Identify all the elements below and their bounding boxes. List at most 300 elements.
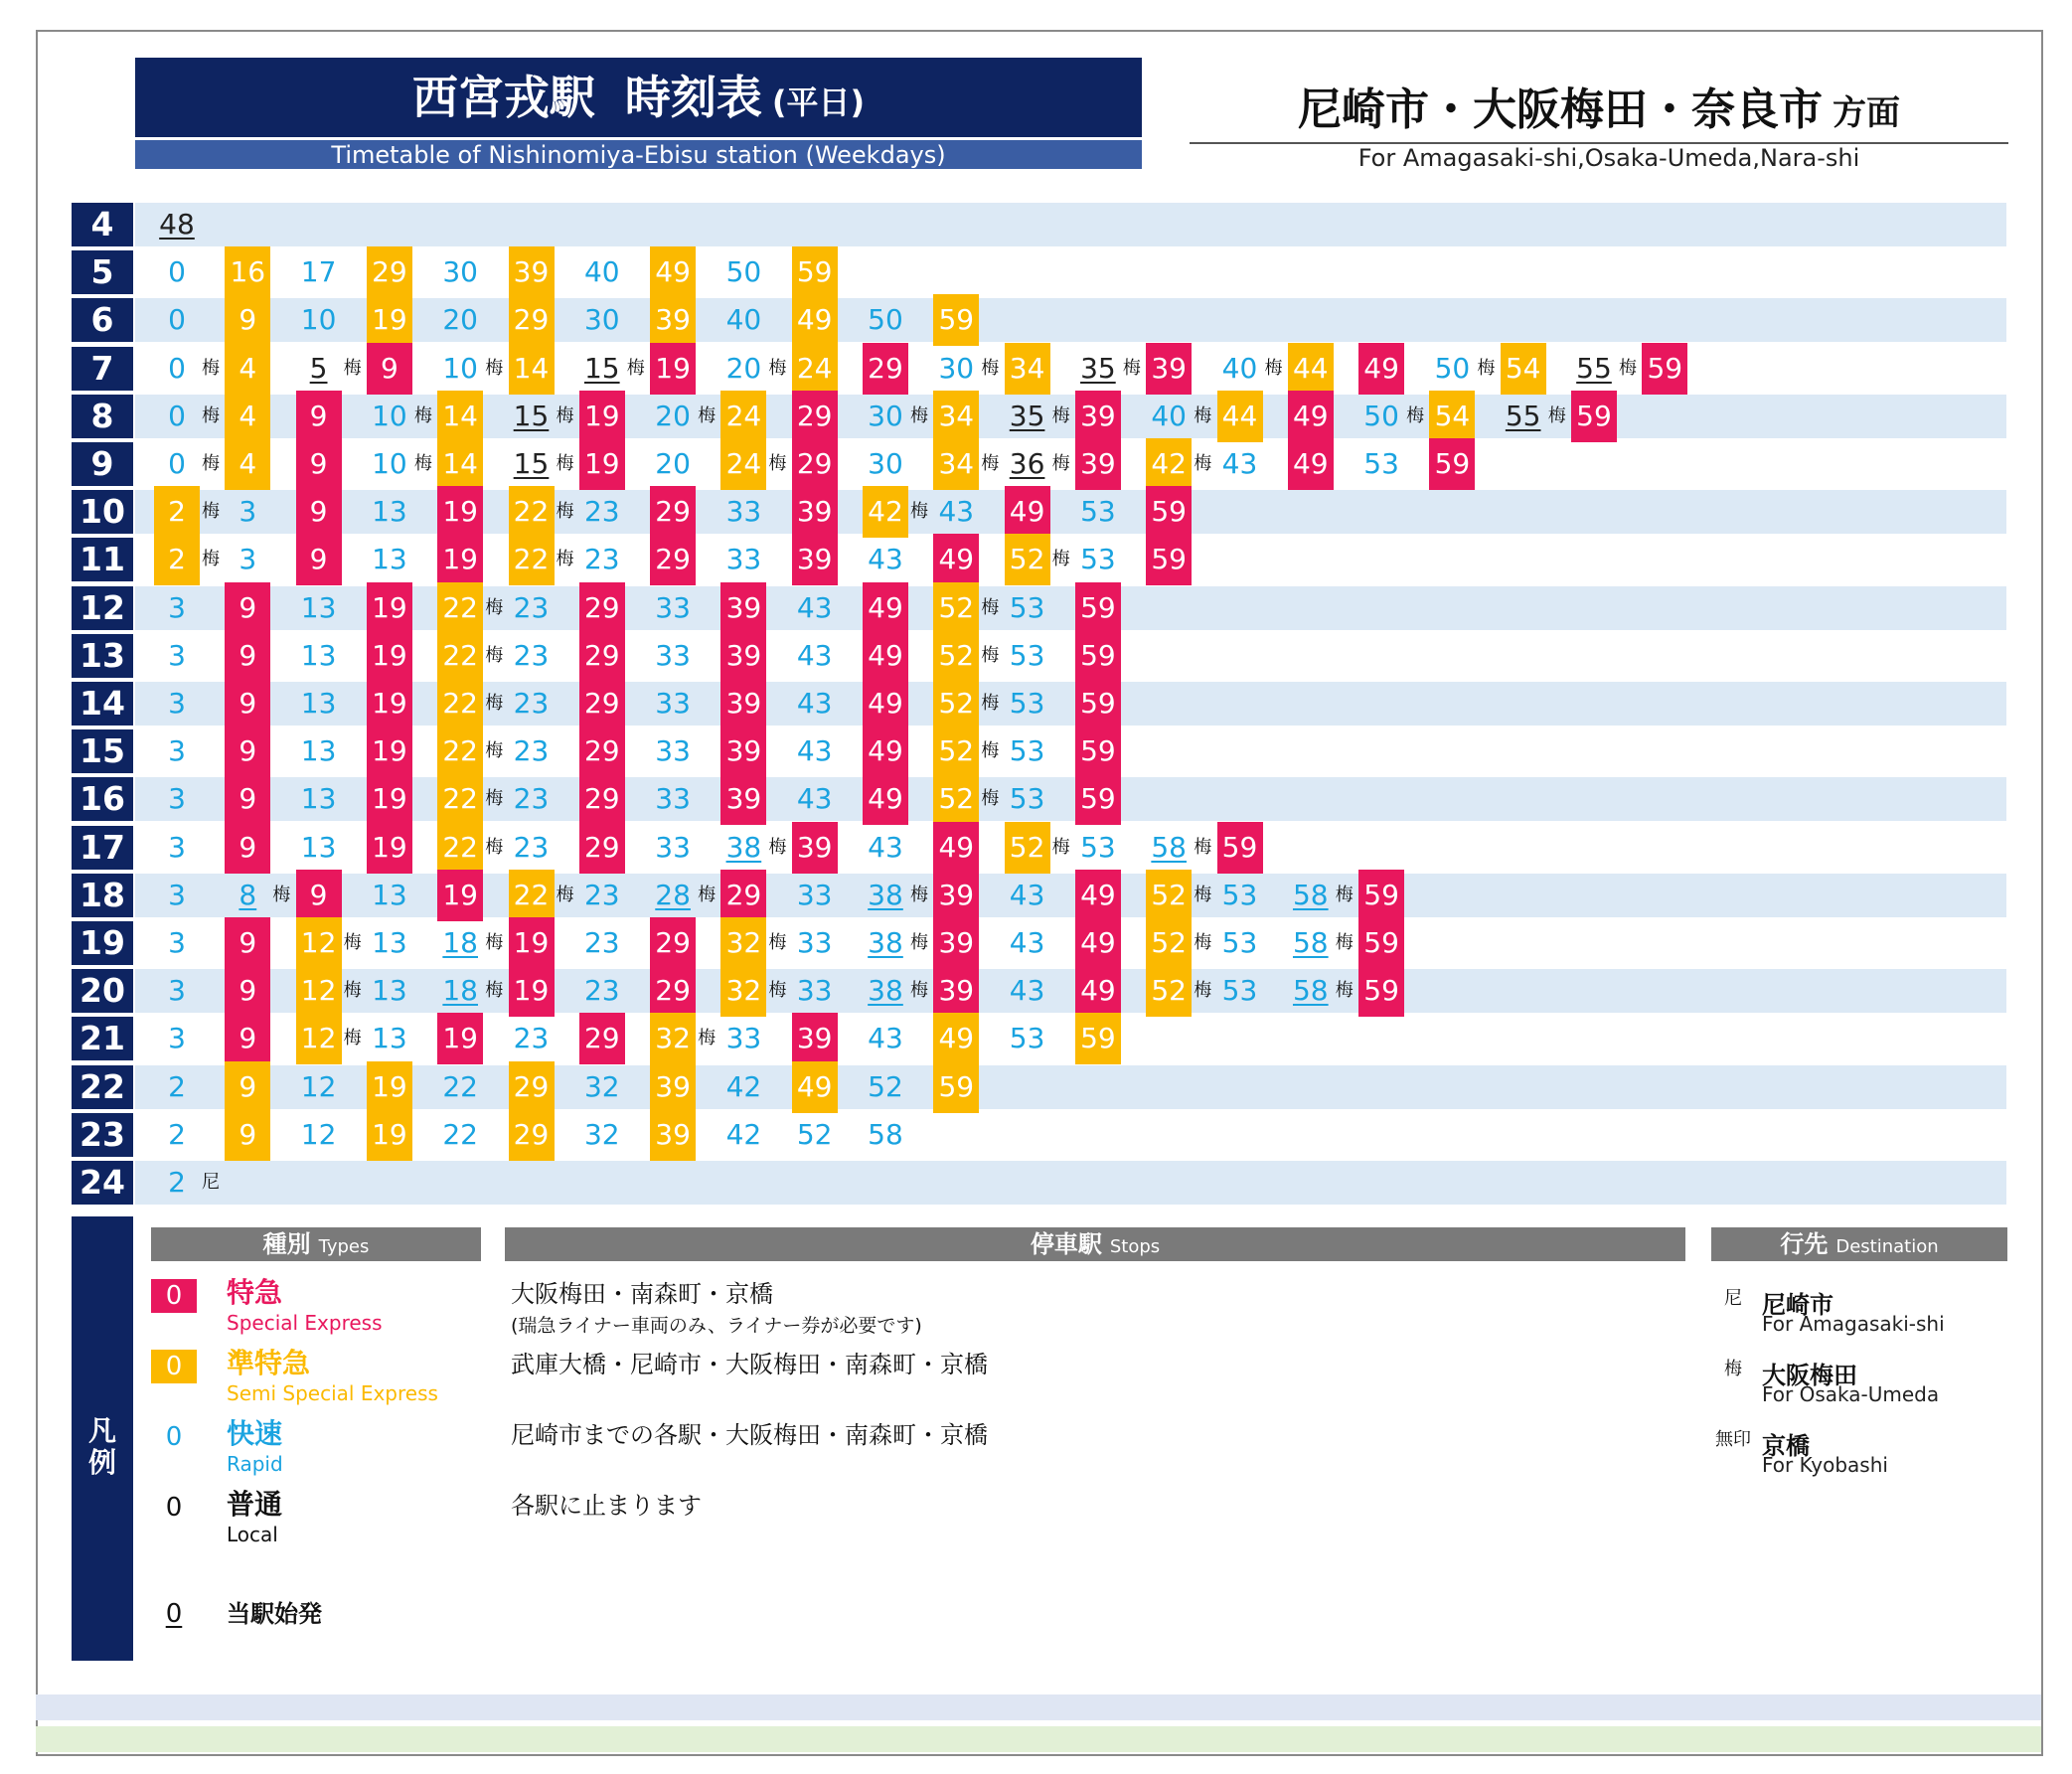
destination-mark: 梅	[768, 980, 787, 1002]
destination-mark: 梅	[556, 549, 574, 570]
dest-mark-umeda: 梅	[1724, 1359, 1742, 1379]
departure-minute: 58	[1292, 974, 1329, 1008]
departure-minute: 12	[296, 1013, 342, 1064]
destination-mark: 梅	[698, 1028, 717, 1049]
departure-minute: 29	[792, 438, 838, 490]
footer-band-blue	[36, 1694, 2041, 1720]
departure-minute: 52	[1146, 965, 1192, 1017]
departure-minute: 29	[579, 773, 625, 825]
destination-mark: 梅	[1194, 453, 1212, 474]
departure-minute: 34	[933, 438, 979, 490]
departure-minute: 19	[367, 582, 412, 634]
departure-minute: 35	[1080, 351, 1116, 385]
hour-label: 15	[72, 729, 133, 773]
destination-mark: 梅	[556, 404, 574, 426]
departure-minute: 3	[168, 638, 186, 672]
destination-mark: 梅	[1547, 404, 1566, 426]
departure-minute: 44	[1217, 391, 1263, 442]
departure-minute: 54	[1429, 391, 1475, 442]
dest-kyobashi-en: For Kyobashi	[1762, 1453, 1888, 1477]
departure-minute: 33	[655, 734, 691, 768]
hour-row-10	[72, 490, 2006, 534]
departure-minute: 2	[168, 1117, 186, 1151]
departure-minute: 28	[655, 878, 691, 911]
departure-minute: 59	[1429, 438, 1475, 490]
destination-mark: 梅	[981, 453, 1000, 474]
destination-mark: 梅	[485, 693, 504, 714]
departure-minute: 52	[933, 726, 979, 777]
departure-minute: 39	[1146, 343, 1192, 395]
departure-minute: 49	[863, 726, 908, 777]
title-table: 時刻表	[624, 71, 762, 124]
departure-minute: 59	[1358, 870, 1404, 921]
hour-label: 20	[72, 969, 133, 1013]
page-title	[135, 58, 1142, 137]
departure-minute: 13	[300, 638, 337, 672]
departure-minute: 10	[372, 447, 407, 480]
departure-minute: 9	[296, 438, 342, 490]
destination-mark: 梅	[1194, 932, 1212, 953]
departure-minute: 14	[437, 438, 483, 490]
destination-mark: 梅	[343, 1028, 362, 1049]
departure-minute: 23	[583, 926, 620, 959]
direction-stations: 尼崎市・大阪梅田・奈良市	[1298, 84, 1823, 135]
rapid-sample: 0	[165, 1422, 183, 1452]
hour-row-19	[72, 921, 2006, 965]
destination-mark: 梅	[1335, 932, 1354, 953]
destination-mark: 梅	[1051, 404, 1070, 426]
hour-label: 4	[72, 203, 133, 246]
local-label-en: Local	[227, 1523, 278, 1546]
departure-minute: 52	[933, 630, 979, 682]
departure-minute: 49	[863, 630, 908, 682]
departure-minute: 3	[168, 1022, 186, 1055]
departure-minute: 22	[437, 630, 483, 682]
direction-english: For Amagasaki-shi,Osaka-Umeda,Nara-shi	[1357, 144, 1860, 172]
departure-minute: 29	[863, 343, 908, 395]
departure-minute: 29	[792, 391, 838, 442]
departure-minute: 58	[1292, 878, 1329, 911]
departure-minute: 19	[367, 726, 412, 777]
destination-mark: 梅	[1194, 980, 1212, 1002]
departure-minute: 9	[296, 534, 342, 585]
departure-minute: 59	[1217, 822, 1263, 874]
departure-minute: 39	[1075, 438, 1121, 490]
hour-row-7	[72, 347, 2006, 391]
departure-minute: 13	[372, 1022, 407, 1055]
departure-minute: 59	[1075, 630, 1121, 682]
destination-mark: 梅	[343, 932, 362, 953]
destination-mark: 梅	[485, 596, 504, 618]
dest-umeda: 大阪梅田	[1762, 1362, 1857, 1389]
departure-minute: 3	[168, 830, 186, 864]
departure-minute: 43	[796, 638, 833, 672]
departure-minute: 52	[933, 678, 979, 729]
departure-minute: 9	[367, 343, 412, 395]
departure-minute: 19	[579, 438, 625, 490]
departure-minute: 9	[225, 582, 270, 634]
departure-minute: 22	[437, 678, 483, 729]
departure-minute: 3	[239, 495, 257, 529]
departure-minute: 49	[650, 246, 696, 298]
departure-minute: 0	[168, 399, 186, 432]
departure-minute: 20	[725, 351, 762, 385]
destination-mark: 梅	[556, 453, 574, 474]
departure-minute: 49	[1075, 870, 1121, 921]
departure-minute: 33	[655, 782, 691, 816]
departure-minute: 33	[655, 590, 691, 624]
departure-minute: 32	[583, 1069, 620, 1103]
departure-minute: 23	[583, 495, 620, 529]
departure-minute: 43	[1009, 974, 1045, 1008]
hour-row-16	[72, 777, 2006, 821]
departure-minute: 59	[1075, 726, 1121, 777]
departure-minute: 50	[1434, 351, 1471, 385]
destination-mark: 梅	[981, 357, 1000, 379]
hour-row-6	[72, 298, 2006, 342]
departure-minute: 39	[933, 870, 979, 921]
departure-minute: 38	[725, 830, 762, 864]
destination-mark: 梅	[1264, 357, 1283, 379]
hour-label: 21	[72, 1017, 133, 1060]
departure-minute: 22	[509, 870, 555, 921]
departure-minute: 36	[1009, 447, 1045, 480]
destination-mark: 梅	[1194, 836, 1212, 858]
departure-minute: 55	[1576, 351, 1612, 385]
destination-mark: 梅	[413, 453, 432, 474]
destination-mark: 梅	[698, 404, 717, 426]
destination-mark: 梅	[910, 501, 928, 523]
departure-minute: 39	[792, 1013, 838, 1064]
departure-minute: 39	[650, 1109, 696, 1161]
departure-minute: 29	[650, 965, 696, 1017]
departure-minute: 38	[868, 974, 903, 1008]
departure-minute: 59	[1358, 965, 1404, 1017]
departure-minute: 9	[225, 965, 270, 1017]
departure-minute: 59	[1075, 773, 1121, 825]
destination-mark: 梅	[910, 980, 928, 1002]
destination-mark: 梅	[768, 836, 787, 858]
departure-minute: 39	[933, 965, 979, 1017]
destination-mark: 梅	[910, 884, 928, 905]
departure-minute: 16	[225, 246, 270, 298]
departure-minute: 39	[933, 917, 979, 969]
departure-minute: 49	[863, 582, 908, 634]
departure-minute: 18	[442, 926, 478, 959]
departure-minute: 9	[225, 773, 270, 825]
destination-mark: 梅	[768, 453, 787, 474]
dest-mark-amagasaki: 尼	[1724, 1288, 1742, 1309]
departure-minute: 49	[1288, 438, 1334, 490]
hour-row-21	[72, 1017, 2006, 1060]
departure-minute: 10	[442, 351, 478, 385]
departure-minute: 19	[367, 630, 412, 682]
departure-minute: 29	[579, 1013, 625, 1064]
departure-minute: 13	[372, 926, 407, 959]
title-banner	[135, 58, 1142, 169]
departure-minute: 5	[309, 351, 328, 385]
destination-mark: 梅	[981, 788, 1000, 810]
departure-minute: 53	[1221, 974, 1258, 1008]
departure-minute: 42	[863, 486, 908, 538]
departure-minute: 22	[437, 773, 483, 825]
departure-minute: 49	[1358, 343, 1404, 395]
semi-special-express-sample: 0	[151, 1350, 197, 1383]
destination-mark: 梅	[1051, 549, 1070, 570]
departure-minute: 53	[1009, 782, 1045, 816]
departure-minute: 43	[868, 543, 903, 576]
departure-minute: 3	[168, 687, 186, 720]
departure-minute: 58	[868, 1117, 903, 1151]
departure-minute: 53	[1009, 734, 1045, 768]
departure-minute: 29	[509, 1109, 555, 1161]
departure-minute: 0	[168, 447, 186, 480]
departure-minute: 8	[239, 878, 257, 911]
direction-suffix: 方面	[1833, 93, 1900, 133]
destination-mark: 梅	[1051, 836, 1070, 858]
hour-label: 9	[72, 442, 133, 486]
departure-minute: 23	[513, 734, 550, 768]
departure-minute: 43	[1221, 447, 1258, 480]
departure-minute: 58	[1292, 926, 1329, 959]
hour-row-23	[72, 1113, 2006, 1157]
rapid-label-en: Rapid	[227, 1452, 283, 1476]
hour-label: 11	[72, 538, 133, 581]
destination-mark: 梅	[485, 740, 504, 762]
hour-label: 6	[72, 298, 133, 342]
destination-mark: 梅	[485, 357, 504, 379]
departure-minute: 53	[1009, 638, 1045, 672]
origin-label: 当駅始発	[227, 1600, 322, 1628]
departure-minute: 19	[367, 773, 412, 825]
departure-minute: 9	[225, 678, 270, 729]
semi-special-express-label-en: Semi Special Express	[227, 1381, 438, 1405]
legend-side-text: 凡 例	[87, 1414, 116, 1479]
hour-row-4	[72, 203, 2006, 246]
departure-minute: 49	[933, 822, 979, 874]
hour-row-14	[72, 682, 2006, 726]
hour-label: 18	[72, 874, 133, 917]
destination-mark: 梅	[1122, 357, 1141, 379]
departure-minute: 12	[296, 917, 342, 969]
departure-minute: 52	[796, 1117, 833, 1151]
departure-minute: 53	[1080, 495, 1116, 529]
direction-title	[1190, 85, 2008, 138]
departure-minute: 19	[367, 294, 412, 346]
departure-minute: 43	[1009, 878, 1045, 911]
destination-mark: 梅	[768, 357, 787, 379]
origin-sample: 0	[165, 1599, 183, 1629]
departure-minute: 3	[239, 543, 257, 576]
departure-minute: 15	[513, 399, 550, 432]
departure-minute: 30	[868, 447, 903, 480]
departure-minute: 23	[513, 782, 550, 816]
destination-mark: 梅	[556, 884, 574, 905]
departure-minute: 42	[1146, 438, 1192, 490]
title-station: 西宮戎駅	[411, 71, 595, 124]
departure-minute: 52	[933, 582, 979, 634]
departure-minute: 52	[1146, 870, 1192, 921]
departure-minute: 12	[300, 1069, 337, 1103]
departure-minute: 49	[792, 294, 838, 346]
departure-minute: 3	[168, 590, 186, 624]
departure-minute: 13	[372, 543, 407, 576]
departure-minute: 52	[933, 773, 979, 825]
destination-mark: 梅	[485, 932, 504, 953]
destination-mark: 梅	[698, 884, 717, 905]
hour-label: 12	[72, 586, 133, 630]
destination-mark: 梅	[485, 788, 504, 810]
dest-amagasaki-en: For Amagasaki-shi	[1762, 1312, 1945, 1336]
departure-minute: 23	[513, 687, 550, 720]
departure-minute: 19	[437, 486, 483, 538]
departure-minute: 12	[300, 1117, 337, 1151]
destination-mark: 梅	[981, 740, 1000, 762]
departure-minute: 3	[168, 974, 186, 1008]
destination-mark: 梅	[981, 693, 1000, 714]
departure-minute: 9	[296, 486, 342, 538]
departure-minute: 34	[933, 391, 979, 442]
departure-minute: 19	[509, 917, 555, 969]
departure-minute: 49	[1288, 391, 1334, 442]
hour-row-13	[72, 634, 2006, 678]
departure-minute: 33	[796, 878, 833, 911]
hour-row-5	[72, 250, 2006, 294]
departure-minute: 53	[1080, 543, 1116, 576]
departure-minute: 39	[1075, 391, 1121, 442]
departure-minute: 30	[938, 351, 975, 385]
destination-mark: 梅	[1194, 884, 1212, 905]
departure-minute: 53	[1363, 447, 1399, 480]
hour-row-24	[72, 1161, 2006, 1205]
hour-label: 7	[72, 347, 133, 391]
departure-minute: 43	[868, 830, 903, 864]
departure-minute: 3	[168, 878, 186, 911]
departure-minute: 22	[437, 582, 483, 634]
hour-row-22	[72, 1065, 2006, 1109]
hour-row-11	[72, 538, 2006, 581]
departure-minute: 13	[300, 687, 337, 720]
departure-minute: 33	[655, 687, 691, 720]
hour-label: 13	[72, 634, 133, 678]
departure-minute: 19	[437, 534, 483, 585]
departure-minute: 22	[437, 822, 483, 874]
destination-mark: 梅	[1406, 404, 1425, 426]
dest-amagasaki: 尼崎市	[1762, 1291, 1833, 1319]
destination-mark: 梅	[1619, 357, 1637, 379]
departure-minute: 19	[509, 965, 555, 1017]
departure-minute: 12	[296, 965, 342, 1017]
departure-minute: 18	[442, 974, 478, 1008]
departure-minute: 52	[1146, 917, 1192, 969]
departure-minute: 24	[720, 438, 766, 490]
destination-mark: 梅	[910, 932, 928, 953]
departure-minute: 13	[300, 734, 337, 768]
hour-label: 5	[72, 250, 133, 294]
hour-label: 17	[72, 826, 133, 870]
departure-minute: 9	[225, 917, 270, 969]
semi-special-express-stops: 武庫大橋・尼崎市・大阪梅田・南森町・京橋	[511, 1351, 988, 1378]
destination-mark: 梅	[485, 836, 504, 858]
departure-minute: 19	[367, 1061, 412, 1113]
departure-minute: 13	[372, 495, 407, 529]
departure-minute: 29	[650, 486, 696, 538]
departure-minute: 29	[650, 534, 696, 585]
departure-minute: 39	[720, 773, 766, 825]
destination-mark: 梅	[556, 501, 574, 523]
destination-mark: 梅	[485, 644, 504, 666]
departure-minute: 59	[1358, 917, 1404, 969]
departure-minute: 0	[168, 303, 186, 337]
departure-minute: 2	[168, 1166, 186, 1199]
departure-minute: 9	[225, 1013, 270, 1064]
destination-mark: 梅	[768, 932, 787, 953]
hour-label: 19	[72, 921, 133, 965]
departure-minute: 40	[725, 303, 762, 337]
departure-minute: 39	[792, 822, 838, 874]
hour-label: 16	[72, 777, 133, 821]
departure-minute: 49	[863, 773, 908, 825]
departure-minute: 9	[225, 630, 270, 682]
local-stops: 各駅に止まります	[511, 1492, 702, 1520]
hour-row-12	[72, 586, 2006, 630]
departure-minute: 22	[442, 1117, 478, 1151]
destination-mark: 梅	[485, 980, 504, 1002]
destination-mark: 梅	[981, 644, 1000, 666]
departure-minute: 33	[796, 926, 833, 959]
departure-minute: 4	[225, 438, 270, 490]
destination-mark: 梅	[1051, 453, 1070, 474]
departure-minute: 39	[792, 486, 838, 538]
stops-header: 停車駅 Stops	[505, 1227, 1685, 1261]
departure-minute: 49	[1075, 917, 1121, 969]
departure-minute: 59	[1075, 678, 1121, 729]
departure-minute: 39	[720, 726, 766, 777]
departure-minute: 59	[1642, 343, 1687, 395]
title-english: Timetable of Nishinomiya-Ebisu station (Weekdays)	[135, 140, 1142, 169]
special-express-note: (瑞急ライナー車両のみ、ライナー券が必要です)	[511, 1315, 922, 1337]
special-express-sample: 0	[151, 1279, 197, 1313]
destination-mark: 梅	[202, 357, 220, 379]
destination-mark: 梅	[343, 357, 362, 379]
departure-minute: 43	[796, 590, 833, 624]
departure-minute: 9	[225, 1061, 270, 1113]
departure-minute: 43	[796, 782, 833, 816]
destination-mark: 梅	[343, 980, 362, 1002]
departure-minute: 23	[583, 974, 620, 1008]
departure-minute: 13	[300, 830, 337, 864]
destination-mark: 梅	[1194, 404, 1212, 426]
departure-minute: 20	[655, 399, 691, 432]
departure-minute: 53	[1009, 590, 1045, 624]
destination-mark: 梅	[1477, 357, 1496, 379]
departure-minute: 59	[1075, 582, 1121, 634]
departure-minute: 9	[296, 391, 342, 442]
departure-minute: 33	[655, 830, 691, 864]
destination-mark: 梅	[202, 549, 220, 570]
departure-minute: 43	[796, 687, 833, 720]
rapid-stops: 尼崎市までの各駅・大阪梅田・南森町・京橋	[511, 1421, 988, 1449]
departure-minute: 59	[933, 294, 979, 346]
local-sample: 0	[165, 1493, 183, 1523]
departure-minute: 43	[938, 495, 975, 529]
hour-label: 14	[72, 682, 133, 726]
departure-minute: 2	[154, 534, 200, 585]
departure-minute: 53	[1221, 926, 1258, 959]
departure-minute: 42	[725, 1117, 762, 1151]
destination-mark: 梅	[202, 501, 220, 523]
departure-minute: 4	[225, 343, 270, 395]
